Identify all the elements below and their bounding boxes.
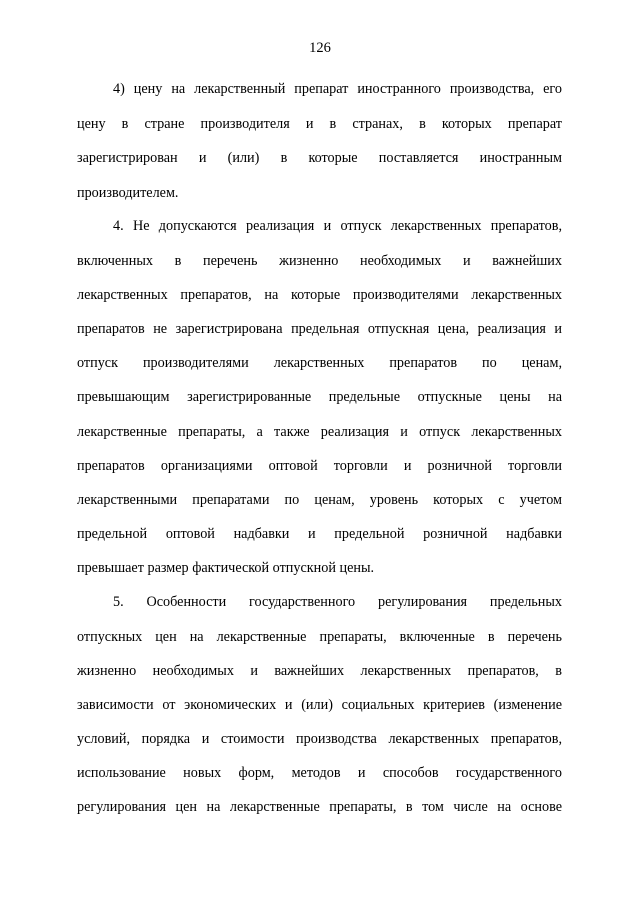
text-line: зарегистрирован и (или) в которые поставляется иностранным — [77, 150, 562, 166]
text-line: превышает размер фактической отпускной цены. — [77, 560, 375, 576]
text-line: включенных в перечень жизненно необходимых и важнейших — [77, 253, 562, 269]
text-line: препаратов организациями оптовой торговли и розничной торговли — [77, 458, 562, 474]
text-line: регулирования цен на лекарственные препараты, в том числе на основе — [77, 799, 562, 815]
text-line: отпуск производителями лекарственных препаратов по ценам, — [77, 355, 562, 371]
text-line: лекарственные препараты, а также реализация и отпуск лекарственных — [77, 424, 562, 440]
text-line: использование новых форм, методов и способов государственного — [77, 765, 562, 781]
text-line: превышающим зарегистрированные предельные отпускные цены на — [77, 389, 562, 405]
text-line: 4. Не допускаются реализация и отпуск лекарственных препаратов, — [113, 218, 562, 234]
text-line: жизненно необходимых и важнейших лекарственных препаратов, в — [77, 663, 562, 679]
text-line: 5. Особенности государственного регулирования предельных — [113, 594, 562, 610]
text-line: производителем. — [77, 185, 179, 201]
text-line: препаратов не зарегистрирована предельная отпускная цена, реализация и — [77, 321, 562, 337]
text-line: лекарственными препаратами по ценам, уровень которых с учетом — [77, 492, 562, 508]
text-line: лекарственных препаратов, на которые производителями лекарственных — [77, 287, 562, 303]
text-line: цену в стране производителя и в странах, в которых препарат — [77, 116, 562, 132]
text-line: условий, порядка и стоимости производства лекарственных препаратов, — [77, 731, 562, 747]
text-line: отпускных цен на лекарственные препараты, включенные в перечень — [77, 629, 562, 645]
text-line: предельной оптовой надбавки и предельной розничной надбавки — [77, 526, 562, 542]
text-line: 4) цену на лекарственный препарат иностранного производства, его — [113, 81, 562, 97]
text-line: зависимости от экономических и (или) социальных критериев (изменение — [77, 697, 562, 713]
page-number: 126 — [309, 40, 331, 56]
